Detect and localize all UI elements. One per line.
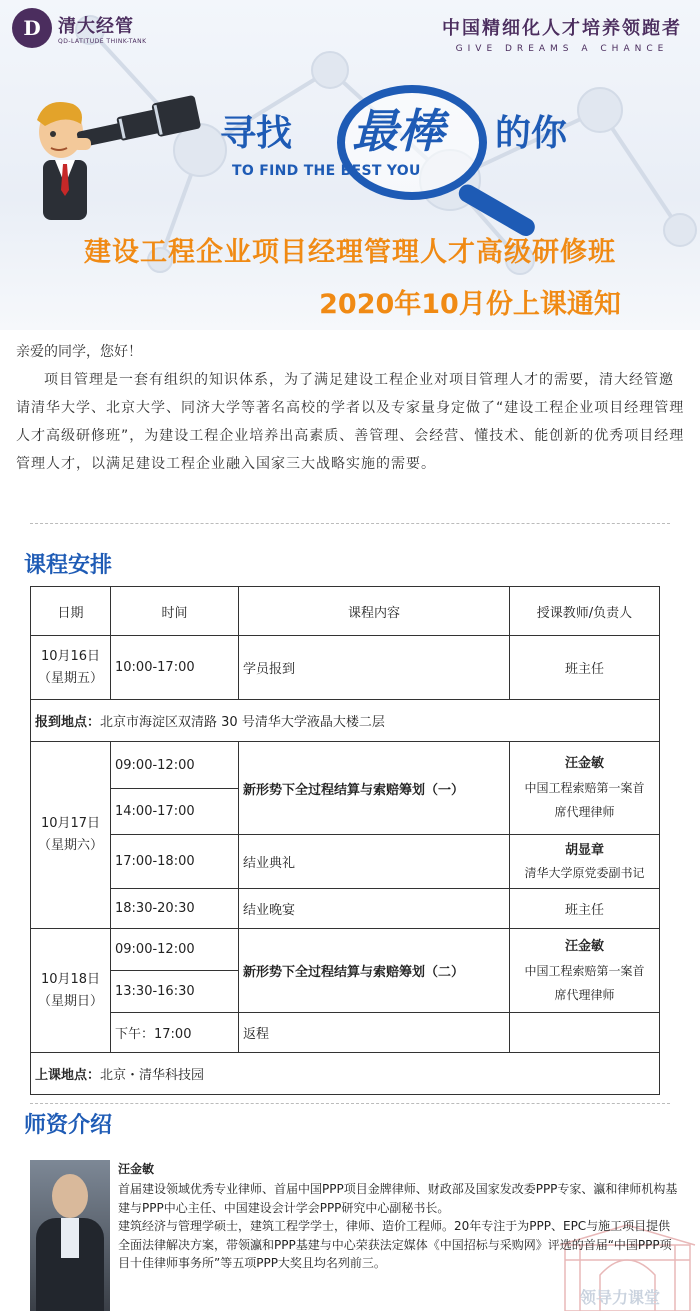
time-cell: 13:30-16:30 [111,971,239,1013]
table-row [31,636,660,700]
content-cell: 学员报到 [239,636,510,700]
teacher-name: 汪金敏 [118,1162,155,1176]
teacher-title: 清华大学原党委副书记 [524,865,645,880]
weekday-text: （星期六） [37,838,103,853]
checkin-address: 北京市海淀区双清路 30 号清华大学液晶大楼二层 [100,715,385,730]
date-cell [31,742,111,929]
table-header-row [31,587,660,636]
time-cell: 09:00-12:00 [111,742,239,789]
hero-banner [0,0,700,330]
logo-english: QD-LATITUDE THINK-TANK [58,37,147,45]
checkin-location-row [31,700,660,742]
teacher-title: 中国工程索赔第一案首 [524,781,645,795]
teacher-name: 汪金敏 [564,756,604,771]
teacher-title: 席代理律师 [554,987,615,1002]
date-text: 10月16日 [40,648,101,664]
date-cell [31,636,111,700]
table-row [31,742,660,789]
date-text: 10月17日 [40,816,101,831]
content-cell: 新形势下全过程结算与索赔筹划（一） [239,742,510,835]
content-cell: 返程 [239,1013,510,1053]
content-cell: 结业典礼 [239,835,510,889]
time-cell: 10:00-17:00 [111,636,239,700]
checkin-label: 报到地点： [35,715,101,730]
logo-name: 清大经管 [58,15,134,37]
logo-mark: D [12,8,52,48]
content-cell: 结业晚宴 [239,889,510,929]
intro-paragraph: 项目管理是一套有组织的知识体系，为了满足建设工程企业对项目管理人才的需要，清大经管邀请清华大学、北京大学、同济大学等著名高校的学者以及专家量身定做了“建设工程企业项目经理管理人才高级研修班”，为建设工程企业培养出高素质、善管理、会经营、懂技术、能创新的优秀项目经理管理人才，以满足建设工程企业融入国家三大战略实施的需要。 [16,372,685,472]
teacher-cell [510,742,660,835]
table-row [31,835,660,889]
watermark: 领导力课堂 [580,1288,661,1307]
teacher-name: 胡显章 [564,842,604,858]
header-time: 时间 [111,587,239,636]
teacher-title: 席代理律师 [554,805,615,819]
teacher-title: 中国工程索赔第一案首 [524,963,645,978]
table-row [31,1013,660,1053]
date-cell [31,929,111,1053]
find-text-big: 最棒 [352,104,444,158]
table-row [31,929,660,971]
schedule-table [30,586,660,1095]
telescope-man-illustration [15,90,225,225]
class-location-label: 上课地点： [35,1068,101,1083]
find-text-right: 的你 [495,113,568,154]
time-cell: 下午：17:00 [111,1013,239,1053]
teacher-cell: 班主任 [510,889,660,929]
greeting: 亲爱的同学，您好！ [16,344,142,360]
faculty-heading: 师资介绍 [24,1113,113,1138]
teacher-cell: 班主任 [510,636,660,700]
brand-logo [12,8,147,48]
header-teacher: 授课教师/负责人 [510,587,660,636]
date-text: 10月18日 [40,971,101,987]
header-date: 日期 [31,587,111,636]
teacher-photo [30,1160,110,1311]
teacher-cell [510,835,660,889]
class-location-row [31,1053,660,1095]
divider [30,523,670,524]
find-best-you-graphic [220,85,580,205]
page-title: 建设工程企业项目经理管理人才高级研修班 [84,237,616,268]
table-row [31,889,660,929]
find-text-english: TO FIND THE BEST YOU [232,163,421,179]
teacher-bio [118,1180,678,1273]
photo-shirt [61,1218,79,1258]
teacher-cell [510,929,660,1013]
content-cell: 新形势下全过程结算与索赔筹划（二） [239,929,510,1013]
weekday-text: （星期日） [37,993,103,1009]
time-cell: 18:30-20:30 [111,889,239,929]
divider [30,1103,670,1104]
slogan-chinese: 中国精细化人才培养领跑者 [442,18,682,39]
teacher-name: 汪金敏 [564,938,604,954]
class-location-value: 北京・清华科技园 [100,1068,205,1083]
slogan [442,14,682,54]
slogan-english: GIVE DREAMS A CHANCE [455,44,669,54]
teacher-bio-paragraph: 首届建设领域优秀专业律师、首届中国PPP项目金牌律师、财政部及国家发改委PPP专家、瀛和律师机构基建与PPP中心主任、中国建设会计学会PPP研究中心副秘书长。 [118,1182,678,1215]
teacher-bio-paragraph: 建筑经济与管理学硕士，建筑工程学学士，律师、造价工程师。20年专注于为PPP、EPC与施工项目提供全面法律解决方案，带领瀛和PPP基建与中心荣获法定媒体《中国招标与采购网》评选的首届“中国PPP项目十佳律师事务所”等五项PPP大奖且均名列前三。 [118,1219,672,1270]
header-content: 课程内容 [239,587,510,636]
time-cell: 09:00-12:00 [111,929,239,971]
find-text-left: 寻找 [220,113,293,154]
schedule-heading: 课程安排 [24,553,113,578]
photo-head [52,1174,88,1218]
teacher-cell [510,1013,660,1053]
time-cell: 17:00-18:00 [111,835,239,889]
weekday-text: （星期五） [37,670,103,686]
time-cell: 14:00-17:00 [111,789,239,835]
page-subtitle: 2020年10月份上课通知 [319,289,621,320]
